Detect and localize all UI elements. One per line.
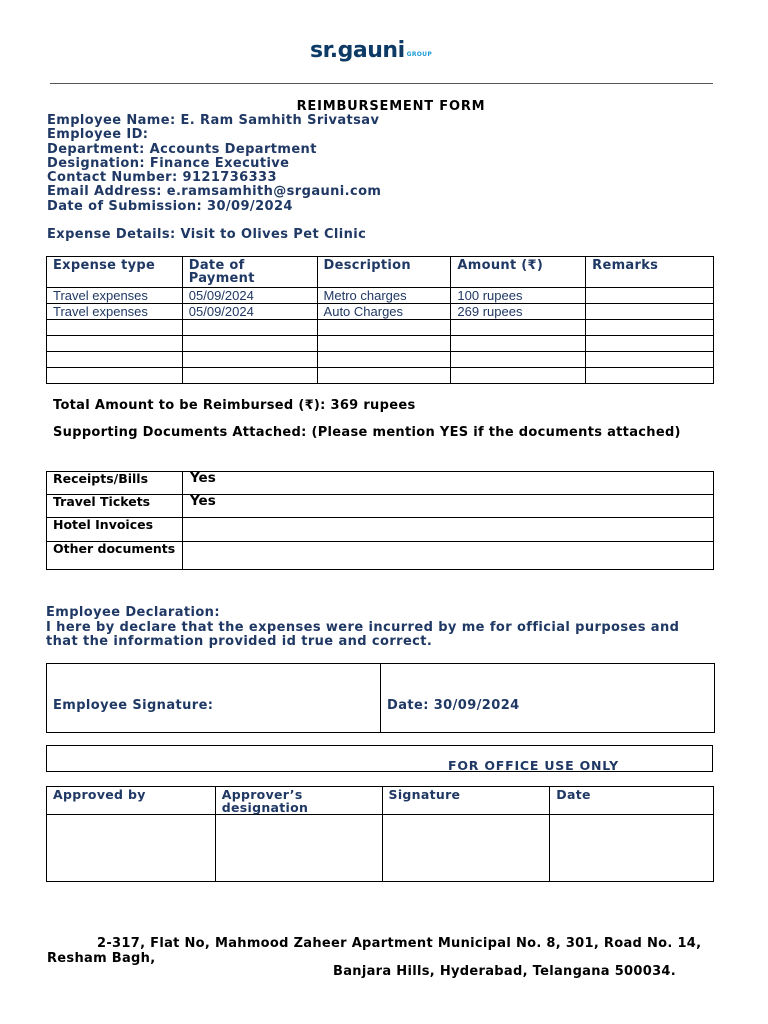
table-cell[interactable] bbox=[317, 352, 451, 368]
table-row bbox=[47, 664, 715, 733]
contact-number: Contact Number: 9121736333 bbox=[47, 170, 277, 186]
table-cell[interactable]: 100 rupees bbox=[451, 288, 586, 304]
header-cell: Approver’s designation bbox=[215, 787, 382, 815]
header-cell: Approved by bbox=[47, 787, 216, 815]
office-use-banner bbox=[46, 745, 713, 772]
address-text: 2-317, Flat No, Mahmood Zaheer Apartment Municipal No. 8, 301, Road No. 14, Resham Bagh, bbox=[47, 936, 702, 966]
table-cell[interactable] bbox=[317, 368, 451, 384]
email-address: Email Address: e.ramsamhith@srgauni.com bbox=[47, 184, 382, 200]
approval-header bbox=[47, 787, 714, 815]
table-cell[interactable]: Auto Charges bbox=[317, 304, 451, 320]
table-cell[interactable] bbox=[586, 352, 714, 368]
table-cell[interactable] bbox=[317, 320, 451, 336]
table-cell[interactable] bbox=[182, 336, 317, 352]
table-cell[interactable]: 05/09/2024 bbox=[182, 288, 317, 304]
table-cell[interactable] bbox=[47, 320, 183, 336]
doc-value[interactable] bbox=[183, 542, 714, 570]
header-cell: Date of Payment bbox=[182, 257, 317, 288]
company-logo bbox=[310, 38, 432, 63]
table-row bbox=[47, 304, 714, 320]
employee-info bbox=[47, 114, 381, 214]
department: Department: Accounts Department bbox=[47, 141, 317, 157]
table-cell[interactable] bbox=[451, 336, 586, 352]
table-row bbox=[47, 542, 714, 570]
table-cell[interactable] bbox=[47, 336, 183, 352]
header-cell: Amount (₹) bbox=[451, 257, 586, 288]
doc-value[interactable]: Yes bbox=[183, 472, 714, 495]
table-row bbox=[47, 495, 714, 518]
header-cell: Remarks bbox=[586, 257, 714, 288]
supporting-documents-heading: Supporting Documents Attached: (Please mention YES if the documents attached) bbox=[53, 425, 681, 440]
doc-label: Hotel Invoices bbox=[47, 518, 183, 542]
signature-date-field[interactable]: Date: 30/09/2024 bbox=[381, 664, 715, 733]
table-cell[interactable]: 05/09/2024 bbox=[182, 304, 317, 320]
table-row bbox=[47, 352, 714, 368]
table-cell[interactable] bbox=[182, 368, 317, 384]
table-row bbox=[47, 472, 714, 495]
table-cell[interactable] bbox=[586, 368, 714, 384]
total-amount: Total Amount to be Reimbursed (₹): 369 rupees bbox=[53, 398, 416, 413]
employee-signature-field[interactable]: Employee Signature: bbox=[47, 664, 381, 733]
table-cell[interactable] bbox=[586, 304, 714, 320]
expense-table bbox=[46, 256, 714, 384]
designation: Designation: Finance Executive bbox=[47, 155, 290, 171]
table-cell[interactable] bbox=[586, 336, 714, 352]
table-cell[interactable]: 269 rupees bbox=[451, 304, 586, 320]
office-use-title: FOR OFFICE USE ONLY bbox=[448, 758, 619, 773]
approval-date-field[interactable] bbox=[550, 815, 714, 882]
doc-label: Other documents bbox=[47, 542, 183, 570]
table-cell[interactable]: Metro charges bbox=[317, 288, 451, 304]
header-cell: Signature bbox=[382, 787, 550, 815]
doc-value[interactable]: Yes bbox=[183, 495, 714, 518]
header-divider bbox=[50, 83, 713, 84]
table-cell[interactable] bbox=[182, 320, 317, 336]
table-cell[interactable]: Travel expenses bbox=[47, 288, 183, 304]
table-row bbox=[47, 518, 714, 542]
table-row bbox=[47, 336, 714, 352]
approval-table bbox=[46, 786, 714, 882]
doc-label: Travel Tickets bbox=[47, 495, 183, 518]
table-cell[interactable] bbox=[451, 368, 586, 384]
table-cell[interactable]: Travel expenses bbox=[47, 304, 183, 320]
logo-brand: sr.gauni bbox=[310, 38, 405, 63]
table-cell[interactable] bbox=[586, 320, 714, 336]
table-cell[interactable] bbox=[451, 320, 586, 336]
address-line-1 bbox=[47, 936, 707, 966]
table-row bbox=[47, 815, 714, 882]
declaration-line: that the information provided id true and correct. bbox=[46, 634, 433, 649]
header-cell: Description bbox=[317, 257, 451, 288]
employee-name: Employee Name: E. Ram Samhith Srivatsav bbox=[47, 113, 380, 128]
approved-by-field[interactable] bbox=[47, 815, 216, 882]
doc-label: Receipts/Bills bbox=[47, 472, 183, 495]
logo-group: GROUP bbox=[406, 51, 433, 58]
table-cell[interactable] bbox=[586, 288, 714, 304]
approver-designation-field[interactable] bbox=[215, 815, 382, 882]
table-cell[interactable] bbox=[182, 352, 317, 368]
documents-table bbox=[46, 471, 714, 570]
expense-table-header bbox=[47, 257, 714, 288]
employee-id: Employee ID: bbox=[47, 127, 149, 143]
form-title: REIMBURSEMENT FORM bbox=[296, 99, 486, 114]
employee-declaration bbox=[46, 606, 679, 650]
approver-signature-field[interactable] bbox=[382, 815, 550, 882]
signature-table bbox=[46, 663, 715, 733]
address-line-2: Banjara Hills, Hyderabad, Telangana 500034. bbox=[333, 964, 677, 979]
table-row bbox=[47, 368, 714, 384]
table-cell[interactable] bbox=[47, 368, 183, 384]
table-row bbox=[47, 320, 714, 336]
table-row bbox=[47, 288, 714, 304]
declaration-line: I here by declare that the expenses were incurred by me for official purposes and bbox=[46, 619, 680, 635]
table-cell[interactable] bbox=[317, 336, 451, 352]
table-cell[interactable] bbox=[451, 352, 586, 368]
submission-date: Date of Submission: 30/09/2024 bbox=[47, 198, 293, 214]
header-cell: Date bbox=[550, 787, 714, 815]
table-cell[interactable] bbox=[47, 352, 183, 368]
declaration-heading: Employee Declaration: bbox=[46, 605, 220, 620]
doc-value[interactable] bbox=[183, 518, 714, 542]
header-cell: Expense type bbox=[47, 257, 183, 288]
expense-details: Expense Details: Visit to Olives Pet Clinic bbox=[47, 227, 367, 242]
